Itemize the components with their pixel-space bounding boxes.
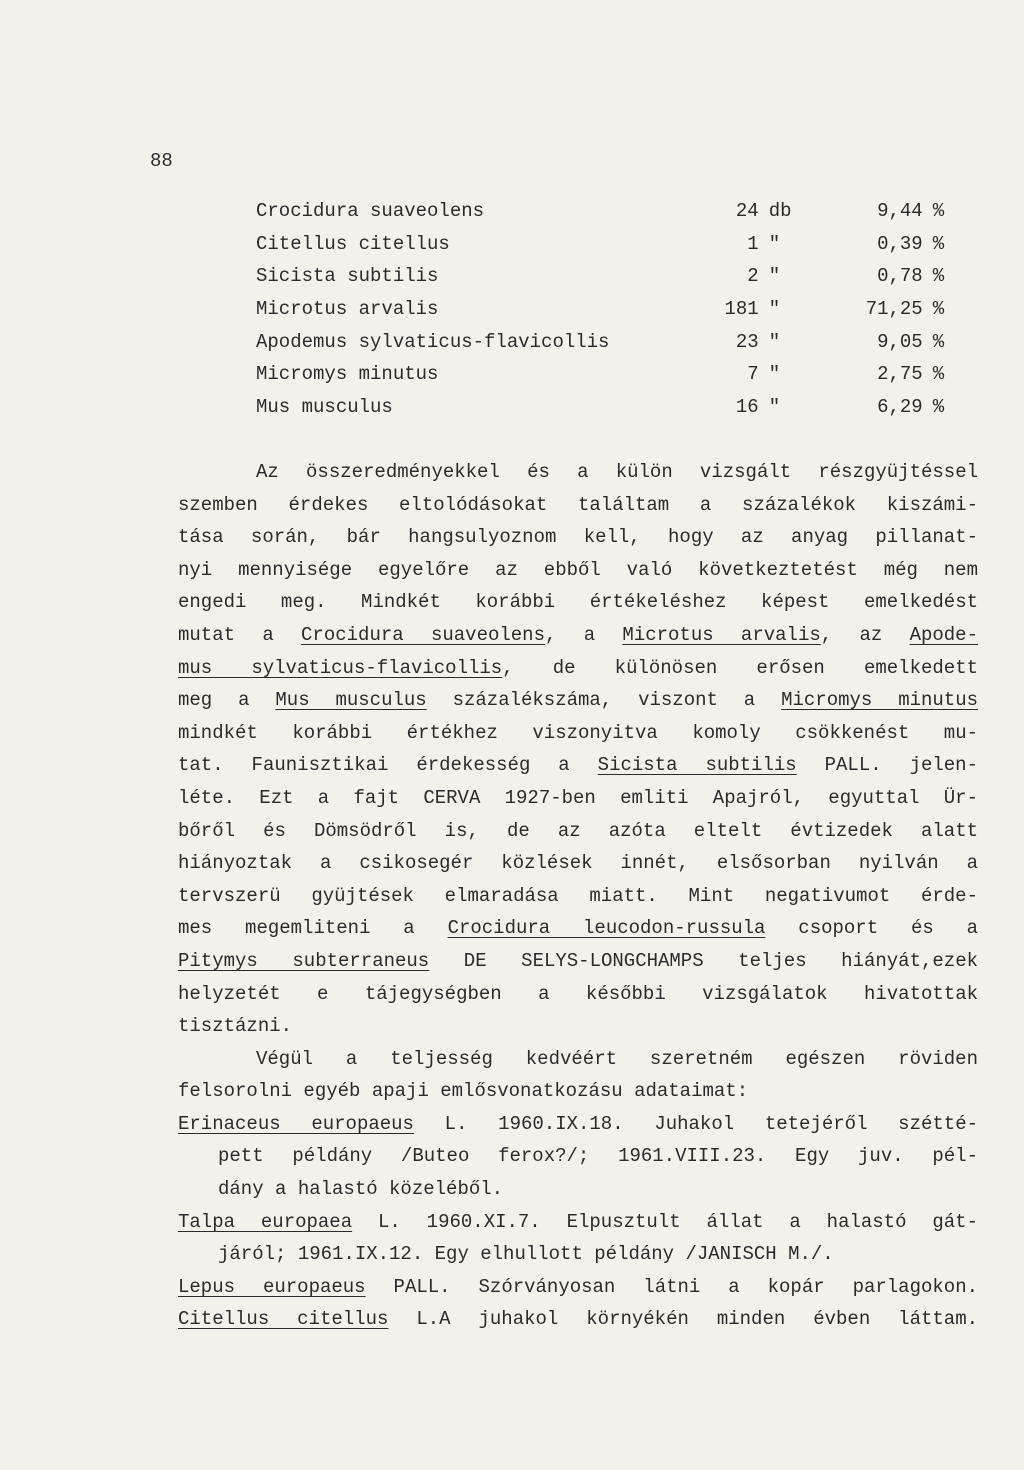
text-segment: tása során, bár hangsulyoznom kell, hogy az anyag pillanat- — [178, 526, 978, 549]
text-segment: szemben érdekes eltolódásokat találtam a százalékok kiszámi- — [178, 493, 978, 516]
record-line — [178, 1173, 978, 1206]
percent-sign: % — [932, 330, 945, 353]
text-segment: , a — [544, 623, 623, 646]
text-segment: dány a halastó közeléből. — [218, 1178, 504, 1201]
percent-sign: % — [932, 232, 945, 255]
species-row — [256, 195, 976, 228]
species-count: 16 — [735, 395, 759, 418]
text-line — [178, 782, 978, 815]
species-percent: 0,78 — [877, 265, 923, 288]
species-table — [256, 195, 976, 423]
species-percent: 9,05 — [877, 330, 923, 353]
species-unit: " — [768, 363, 781, 386]
species-count: 181 — [724, 298, 759, 321]
text-segment: engedi meg. Mindkét korábbi értékeléshez képest emelkedést — [178, 591, 978, 614]
underlined-taxon: Talpa europaea — [178, 1210, 353, 1233]
text-segment: L.A juhakol környékén minden évben láttam. — [388, 1308, 978, 1331]
text-line — [178, 652, 978, 685]
underlined-taxon: mus sylvaticus-flavicollis — [178, 656, 503, 679]
text-segment: hiányoztak a csikosegér közlések innét, elsősorban nyilván a — [178, 852, 978, 875]
text-line — [178, 1010, 978, 1043]
text-segment: mutat a — [178, 623, 302, 646]
underlined-taxon: Pitymys subterraneus — [178, 949, 430, 972]
species-unit: " — [768, 232, 781, 255]
text-segment: L. 1960.XI.7. Elpusztult állat a halastó gát- — [352, 1210, 978, 1233]
text-line — [178, 1075, 978, 1108]
species-name: Microtus arvalis — [256, 298, 439, 321]
underlined-taxon: Erinaceus europaeus — [178, 1112, 414, 1135]
species-row — [256, 293, 976, 326]
species-name: Mus musculus — [256, 395, 393, 418]
text-segment: Végül a teljesség kedvéért szeretném egészen röviden — [256, 1047, 978, 1070]
percent-sign: % — [932, 363, 945, 386]
text-segment: , de különösen erősen emelkedett — [502, 656, 978, 679]
species-row — [256, 358, 976, 391]
text-segment: járól; 1961.IX.12. Egy elhullott példány /JANISCH M./. — [218, 1243, 834, 1266]
underlined-taxon: Crocidura leucodon-russula — [447, 917, 766, 940]
text-line — [178, 586, 978, 619]
species-unit: " — [768, 265, 781, 288]
text-segment: léte. Ezt a fajt CERVA 1927-ben emliti Apajról, egyuttal Ür- — [178, 786, 978, 809]
text-line — [178, 521, 978, 554]
species-name: Apodemus sylvaticus-flavicollis — [256, 330, 610, 353]
text-segment: PALL. jelen- — [796, 754, 978, 777]
text-line — [178, 912, 978, 945]
species-name: Crocidura suaveolens — [256, 200, 485, 223]
text-line — [178, 684, 978, 717]
text-line — [178, 847, 978, 880]
paragraph-other-records — [178, 1043, 978, 1108]
record-line — [178, 1206, 978, 1239]
species-percent: 71,25 — [865, 298, 923, 321]
species-unit: " — [768, 298, 781, 321]
text-line — [178, 815, 978, 848]
text-line — [178, 456, 978, 489]
percent-sign: % — [932, 395, 945, 418]
text-segment: nyi mennyisége egyelőre az ebből való következtetést még nem — [178, 558, 978, 581]
text-line — [178, 749, 978, 782]
species-unit: db — [768, 200, 792, 223]
text-segment: bőről és Dömsödről is, de az azóta eltelt évtizedek alatt — [178, 819, 978, 842]
text-segment: meg a — [178, 689, 276, 712]
species-percent: 9,44 — [877, 200, 923, 223]
species-count: 1 — [747, 232, 759, 255]
text-segment: tat. Faunisztikai érdekesség a — [178, 754, 598, 777]
text-segment: mindkét korábbi értékhez viszonyitva komoly csökkenést mu- — [178, 721, 978, 744]
species-percent: 6,29 — [877, 395, 923, 418]
species-row — [256, 391, 976, 424]
species-percent: 2,75 — [877, 363, 923, 386]
text-line — [178, 978, 978, 1011]
underlined-taxon: Mus musculus — [275, 689, 427, 712]
body-text — [178, 456, 978, 1336]
text-line — [178, 1043, 978, 1076]
species-name: Micromys minutus — [256, 363, 439, 386]
text-line — [178, 717, 978, 750]
text-line — [178, 945, 978, 978]
percent-sign: % — [932, 265, 945, 288]
percent-sign: % — [932, 200, 945, 223]
underlined-taxon: Microtus arvalis — [622, 623, 821, 646]
text-segment: helyzetét e tájegységben a későbbi vizsgálatok hivatottak — [178, 982, 978, 1005]
species-row — [256, 325, 976, 358]
records-list — [178, 1108, 978, 1336]
paragraph-results — [178, 456, 978, 1043]
text-segment: csoport és a — [765, 917, 978, 940]
species-name: Sicista subtilis — [256, 265, 439, 288]
record-line — [178, 1303, 978, 1336]
percent-sign: % — [932, 298, 945, 321]
underlined-taxon: Crocidura suaveolens — [301, 623, 545, 646]
text-line — [178, 489, 978, 522]
underlined-taxon: Lepus europaeus — [178, 1275, 366, 1298]
text-segment: PALL. Szórványosan látni a kopár parlagokon. — [365, 1275, 978, 1298]
text-segment: DE SELYS-LONGCHAMPS teljes hiányát,ezek — [429, 949, 978, 972]
species-row — [256, 260, 976, 293]
text-segment: tisztázni. — [178, 1015, 293, 1038]
record-line — [178, 1238, 978, 1271]
text-line — [178, 880, 978, 913]
text-segment: L. 1960.IX.18. Juhakol tetejéről szétté- — [413, 1112, 978, 1135]
underlined-taxon: Micromys minutus — [781, 689, 979, 712]
species-count: 7 — [747, 363, 759, 386]
text-segment: mes megemliteni a — [178, 917, 448, 940]
species-count: 23 — [735, 330, 759, 353]
species-row — [256, 228, 976, 261]
underlined-taxon: Apode- — [909, 623, 978, 646]
species-count: 2 — [747, 265, 759, 288]
text-line — [178, 619, 978, 652]
text-segment: tervszerü gyüjtések elmaradása miatt. Mint negativumot érde- — [178, 884, 978, 907]
species-percent: 0,39 — [877, 232, 923, 255]
species-unit: " — [768, 395, 781, 418]
record-line — [178, 1140, 978, 1173]
species-name: Citellus citellus — [256, 232, 450, 255]
text-line — [178, 554, 978, 587]
text-segment: pett példány /Buteo ferox?/; 1961.VIII.23. Egy juv. pél- — [218, 1145, 978, 1168]
underlined-taxon: Sicista subtilis — [597, 754, 797, 777]
species-unit: " — [768, 330, 781, 353]
text-segment: felsorolni egyéb apaji emlősvonatkozásu adataimat: — [178, 1080, 749, 1103]
text-segment: Az összeredményekkel és a külön vizsgált részgyüjtéssel — [256, 461, 978, 483]
record-line — [178, 1271, 978, 1304]
page-number: 88 — [150, 150, 173, 172]
record-line — [178, 1108, 978, 1141]
species-count: 24 — [735, 200, 759, 223]
text-segment: százalékszáma, viszont a — [426, 689, 782, 712]
underlined-taxon: Citellus citellus — [178, 1308, 389, 1331]
text-segment: , az — [820, 623, 910, 646]
